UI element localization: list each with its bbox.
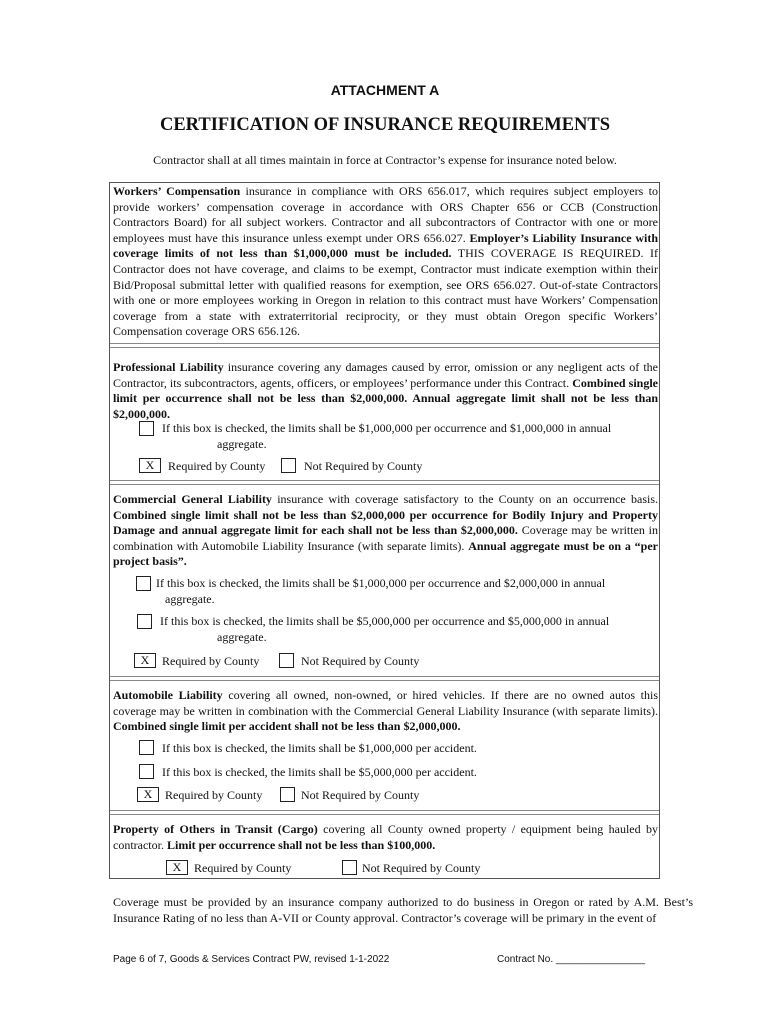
section-divider <box>110 480 659 485</box>
auto-option-1-checkbox[interactable] <box>139 740 154 755</box>
professional-not-required-checkbox[interactable] <box>281 458 296 473</box>
cargo-section <box>113 822 658 853</box>
cargo-heading: Property of Others in Transit (Cargo) <box>113 822 318 836</box>
cgl-limits: Combined single limit shall not be less than $2,000,000 per occurrence for Bodily Injury and Property Damage and annual aggregate limit for each shall not be less than $2,000,000. <box>113 507 658 538</box>
cgl-required-label: Required by County <box>162 654 260 668</box>
professional-section <box>113 360 658 422</box>
auto-not-required-label: Not Required by County <box>301 788 420 802</box>
auto-option-2-label: If this box is checked, the limits shall be $5,000,000 per accident. <box>162 765 477 779</box>
footer-page-info: Page 6 of 7, Goods & Services Contract PW, revised 1-1-2022 <box>113 954 390 965</box>
cargo-not-required-label: Not Required by County <box>362 861 481 875</box>
auto-option-2-checkbox[interactable] <box>139 764 154 779</box>
section-divider <box>110 676 659 681</box>
cargo-text: covering all County owned property / equipment being hauled by contractor. <box>113 822 658 852</box>
auto-text: covering all owned, non-owned, or hired vehicles. If there are no owned autos this coverage may be written in combination with the Commercial General Liability Insurance (with separate limits). <box>113 688 658 718</box>
professional-not-required-label: Not Required by County <box>304 459 423 473</box>
coverage-note: Coverage must be provided by an insurance company authorized to do business in Oregon or rated by A.M. Best’s Insurance Rating of no less than A-VII or County approval. Contractor’s coverage will be primary in the event of <box>113 895 693 925</box>
auto-limits: Combined single limit per accident shall not be less than $2,000,000. <box>113 719 461 734</box>
cgl-section <box>113 492 658 570</box>
professional-required-checkbox[interactable]: X <box>139 458 161 473</box>
workers-comp-text: insurance in compliance with ORS 656.017, which requires subject employers to provide workers’ compensation coverage in accordance with ORS Chapter 656 or CCB (Construction Contractors Board) for all subject workers. Contractor and all subcontractors of Contractor with one or more employees must have this insurance unless exempt under ORS 656.027. <box>113 184 658 245</box>
cgl-option-2-label: If this box is checked, the limits shall be $5,000,000 per occurrence and $5,000,000 in annual <box>160 614 610 628</box>
cgl-text: insurance with coverage satisfactory to the County on an occurrence basis. <box>271 492 658 506</box>
auto-section <box>113 688 658 735</box>
cgl-option-1-label: If this box is checked, the limits shall be $1,000,000 per occurrence and $2,000,000 in annual <box>156 576 606 590</box>
professional-required-label: Required by County <box>168 459 266 473</box>
professional-heading: Professional Liability <box>113 360 224 374</box>
footer-contract-no: Contract No. ________________ <box>497 954 645 965</box>
cgl-heading: Commercial General Liability <box>113 492 272 506</box>
cgl-required-checkbox[interactable]: X <box>134 653 156 668</box>
page-title: CERTIFICATION OF INSURANCE REQUIREMENTS <box>159 115 611 135</box>
cargo-limits: Limit per occurrence shall not be less than $100,000. <box>166 837 436 852</box>
cgl-option-2-label-cont: aggregate. <box>217 630 267 644</box>
workers-comp-section <box>113 184 658 340</box>
section-divider <box>110 343 659 348</box>
auto-not-required-checkbox[interactable] <box>280 787 295 802</box>
cgl-option-1-label-cont: aggregate. <box>165 592 215 606</box>
intro-text: Contractor shall at all times maintain in force at Contractor’s expense for insurance noted below. <box>153 153 617 167</box>
workers-comp-heading: Workers’ Compensation <box>113 184 241 198</box>
cgl-option-2-checkbox[interactable] <box>137 614 152 629</box>
cgl-option-1-checkbox[interactable] <box>136 576 151 591</box>
professional-limits: Combined single limit per occurrence shall not be less than $2,000,000. Annual aggregate limit shall not be less than $2,000,000. <box>113 375 659 421</box>
workers-comp-limits: Employer’s Liability Insurance with coverage limits of not less than $1,000,000 must be included. <box>113 230 659 261</box>
workers-comp-text-2: THIS COVERAGE IS REQUIRED. If Contractor does not have coverage, and claims to be exempt, Contractor must indicate exemption within their Bid/Proposal submittal letter with qualified reasons for exemption, see ORS 656.027. Out-of-state Contractors with one or more employees working in Oregon in relation to this contract must have Workers’ Compensation coverage from a state with extraterritorial reciprocity, or they must obtain Oregon specific Workers’ Compensation coverage ORS 656.126. <box>113 246 658 339</box>
cargo-required-label: Required by County <box>194 861 292 875</box>
cgl-aggregate-note: Annual aggregate must be on a “per project basis”. <box>113 538 658 569</box>
professional-option-1-label: If this box is checked, the limits shall be $1,000,000 per occurrence and $1,000,000 in annual <box>162 421 612 435</box>
professional-text: insurance covering any damages caused by error, omission or any negligent acts of the Contractor, its subcontractors, agents, officers, or employees’ performance under this Contract. <box>113 360 659 390</box>
cargo-required-checkbox[interactable]: X <box>166 860 188 875</box>
professional-option-1-label-cont: aggregate. <box>217 437 267 451</box>
auto-heading: Automobile Liability <box>113 688 223 702</box>
cargo-not-required-checkbox[interactable] <box>342 860 357 875</box>
cgl-not-required-label: Not Required by County <box>301 654 420 668</box>
auto-required-checkbox[interactable]: X <box>137 787 159 802</box>
auto-option-1-label: If this box is checked, the limits shall be $1,000,000 per accident. <box>162 741 477 755</box>
cgl-text-2: Coverage may be written in combination with Automobile Liability Insurance (with separate limits). <box>113 523 658 553</box>
professional-option-1-checkbox[interactable] <box>139 421 154 436</box>
section-divider <box>110 810 659 815</box>
attachment-label: ATTACHMENT A <box>330 82 440 98</box>
cgl-not-required-checkbox[interactable] <box>279 653 294 668</box>
auto-required-label: Required by County <box>165 788 263 802</box>
